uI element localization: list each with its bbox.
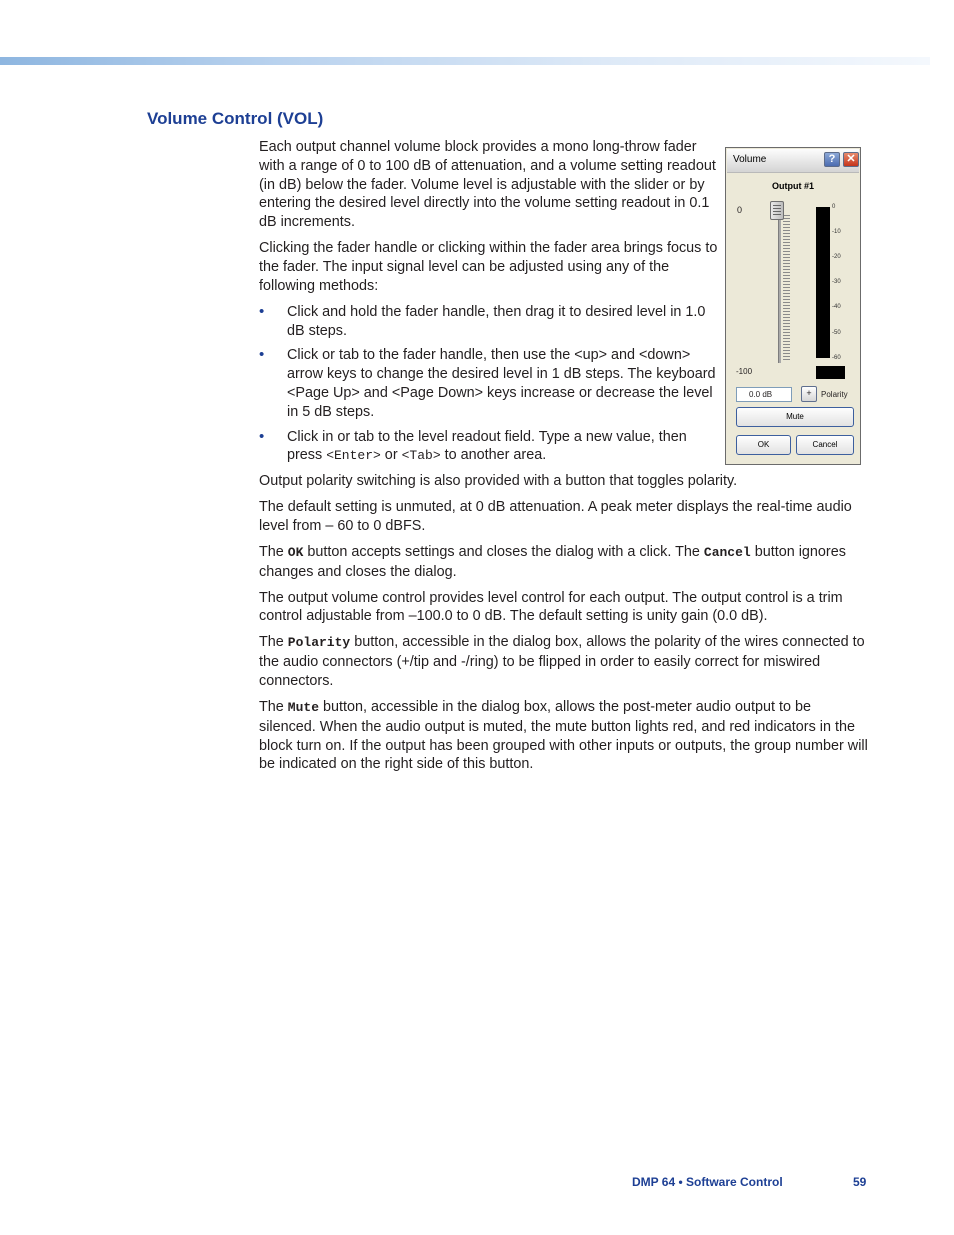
ok-para-mid: button accepts settings and closes the dialog with a click. The — [303, 543, 704, 560]
polarity-paragraph — [259, 633, 869, 690]
meter-tick-label: -40 — [832, 304, 841, 310]
list-item — [259, 428, 719, 467]
mute-para-end: button, accessible in the dialog box, allows the post-meter audio output to be silenced. When the audio output is muted, the mute button lights red, and red indicators in the block turn on. If the output has been grouped with other inputs or outputs, the group number will be indicated on the right side of this button. — [259, 699, 868, 773]
section-heading: Volume Control (VOL) — [147, 109, 324, 128]
meter-tick-label: -10 — [832, 229, 841, 235]
fader-track[interactable] — [778, 205, 781, 363]
cancel-code: Cancel — [703, 544, 751, 560]
footer-title: DMP 64 • Software Control — [632, 1175, 783, 1189]
enter-key-code: <Enter> — [326, 448, 381, 464]
meter-tick-label: 0 — [832, 204, 836, 210]
polarity-para-end: button, accessible in the dialog box, allows the polarity of the wires connected to the audio connectors (+/tip and -/ring) to be flipped in order to easily correct for miswired connectors. — [259, 634, 865, 690]
mute-button[interactable]: Mute — [736, 407, 854, 427]
meter-tick-label: -30 — [832, 279, 841, 285]
peak-meter — [816, 207, 830, 358]
volume-readout-field[interactable]: 0.0 dB — [736, 387, 792, 402]
trim-paragraph: The output volume control provides level control for each output. The output control is a trim control adjustable from –100.0 to 0 dB. The default setting is unity gain (0.0 dB). — [259, 589, 843, 625]
polarity-button[interactable]: + — [801, 386, 817, 402]
list-item: • Click or tab to the fader handle, then use the <up> and <down> arrow keys to change the desired level in 1 dB steps. The keyboard <Page Up> and <Page Down> keys increase or decrease the level in 5 dB steps. — [259, 346, 719, 421]
page-number: 59 — [853, 1175, 867, 1189]
cancel-button[interactable]: Cancel — [796, 435, 854, 455]
tab-key-code: <Tab> — [401, 448, 441, 464]
fader-handle[interactable] — [770, 201, 784, 220]
fader-min-label: -100 — [736, 367, 753, 376]
default-setting-paragraph: The default setting is unmuted, at 0 dB attenuation. A peak meter displays the real-time audio level from – 60 to 0 dBFS. — [259, 499, 852, 534]
mute-paragraph — [259, 698, 869, 774]
methods-list — [259, 303, 719, 466]
ok-button[interactable]: OK — [736, 435, 791, 455]
mute-code: Mute — [287, 700, 320, 716]
polarity-para-the: The — [259, 634, 288, 651]
ok-para-the: The — [259, 543, 288, 560]
fader-max-label: 0 — [737, 205, 743, 215]
bullet3-or: or — [380, 447, 402, 464]
methods-intro-paragraph: Clicking the fader handle or clicking within the fader area brings focus to the fader. The input signal level can be adjusted using any of the following methods: — [259, 240, 718, 294]
list-item: • Click and hold the fader handle, then drag it to desired level in 1.0 dB steps. — [259, 303, 719, 341]
help-icon[interactable]: ? — [824, 152, 840, 167]
meter-tick-label: -50 — [832, 330, 841, 336]
header-gradient-bar — [0, 57, 930, 65]
polarity-code: Polarity — [287, 635, 351, 651]
ok-code: OK — [287, 544, 304, 560]
polarity-label: Polarity — [821, 390, 848, 399]
meter-tick-label: -20 — [832, 254, 841, 260]
polarity-intro-paragraph: Output polarity switching is also provided with a button that toggles polarity. — [259, 473, 738, 490]
fader-ticks — [783, 215, 790, 361]
dialog-title: Volume — [733, 154, 767, 165]
intro-paragraph: Each output channel volume block provides a mono long-throw fader with a range of 0 to 100 dB of attenuation, and a volume setting readout (in dB) below the fader. Volume level is adjustable with the slider or by entering the desired level directly into the volume setting readout in 0.1 dB increments. — [259, 139, 716, 231]
dialog-titlebar — [727, 149, 859, 173]
peak-indicator — [816, 366, 845, 379]
mute-para-the: The — [259, 699, 288, 716]
bullet3-end: to another area. — [440, 447, 547, 464]
meter-tick-label: -60 — [832, 355, 841, 361]
output-label: Output #1 — [772, 181, 814, 191]
bullet3-text: Click in or tab to the level readout field. Type a new value, then press — [287, 428, 687, 464]
volume-dialog — [725, 147, 861, 465]
dialog-panel — [732, 175, 854, 459]
close-icon[interactable]: ✕ — [843, 152, 859, 167]
ok-cancel-paragraph — [259, 543, 869, 582]
ok-para-end: button ignores changes and closes the dialog. — [259, 543, 846, 580]
